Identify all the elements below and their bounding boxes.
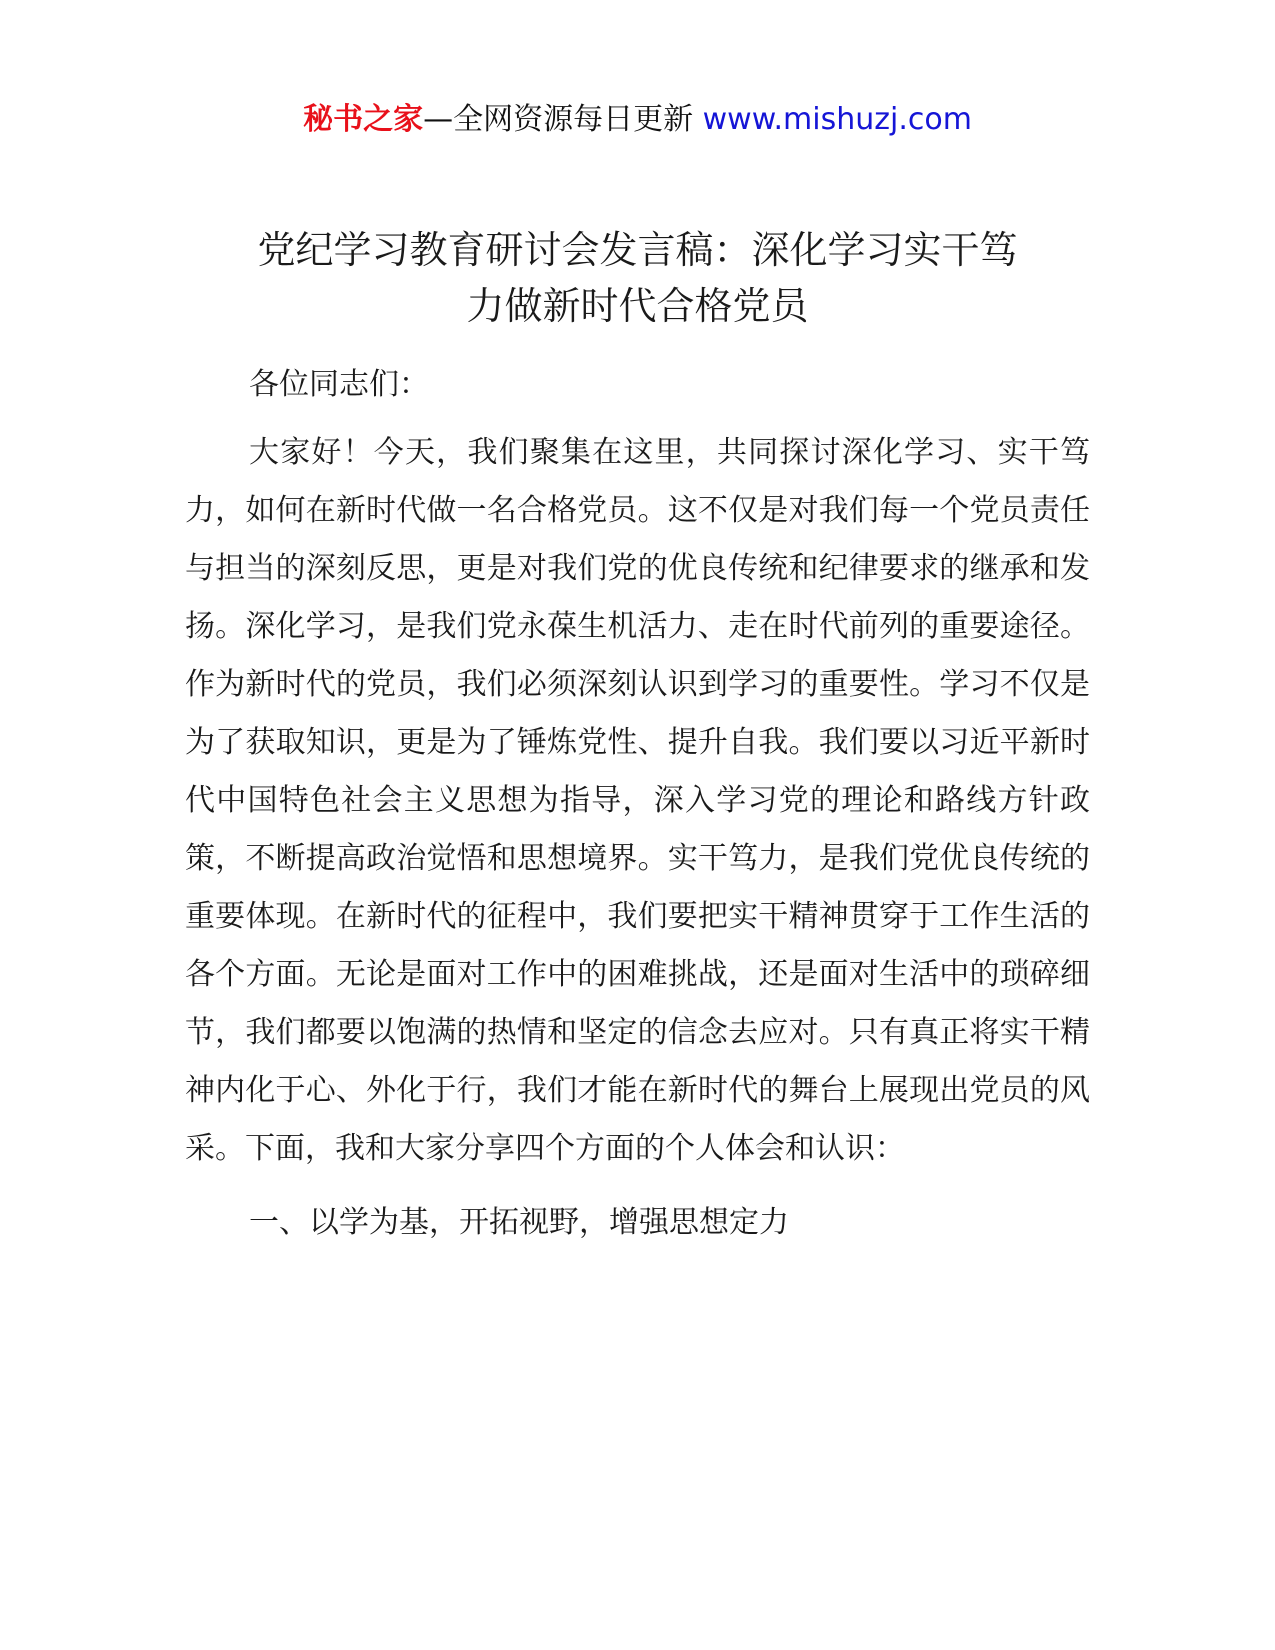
site-tagline: —全网资源每日更新 (423, 102, 703, 137)
document-body (185, 356, 1090, 1262)
site-brand: 秘书之家 (303, 102, 424, 137)
section-heading: 一、以学为基，开拓视野，增强思想定力 (249, 1205, 789, 1240)
document-title-line-1: 党纪学习教育研讨会发言稿：深化学习实干笃 (257, 228, 1018, 272)
site-header (0, 100, 1275, 140)
intro-paragraph: 大家好！今天，我们聚集在这里，共同探讨深化学习、实干笃力，如何在新时代做一名合格党员。这不仅是对我们每一个党员责任与担当的深刻反思，更是对我们党的优良传统和纪律要求的继承和发扬。深化学习，是我们党永葆生机活力、走在时代前列的重要途径。作为新时代的党员，我们必须深刻认识到学习的重要性。学习不仅是为了获取知识，更是为了锤炼党性、提升自我。我们要以习近平新时代中国特色社会主义思想为指导，深入学习党的理论和路线方针政策，不断提高政治觉悟和思想境界。实干笃力，是我们党优良传统的重要体现。在新时代的征程中，我们要把实干精神贯穿于工作生活的各个方面。无论是面对工作中的困难挑战，还是面对生活中的琐碎细节，我们都要以饱满的热情和坚定的信念去应对。只有真正将实干精神内化于心、外化于行，我们才能在新时代的舞台上展现出党员的风采。下面，我和大家分享四个方面的个人体会和认识： (185, 435, 1090, 1166)
salutation: 各位同志们： (249, 367, 429, 402)
site-url-link[interactable]: www.mishuzj.com (702, 102, 972, 137)
document-title-line-2: 力做新时代合格党员 (466, 284, 809, 328)
document-title (185, 222, 1090, 334)
